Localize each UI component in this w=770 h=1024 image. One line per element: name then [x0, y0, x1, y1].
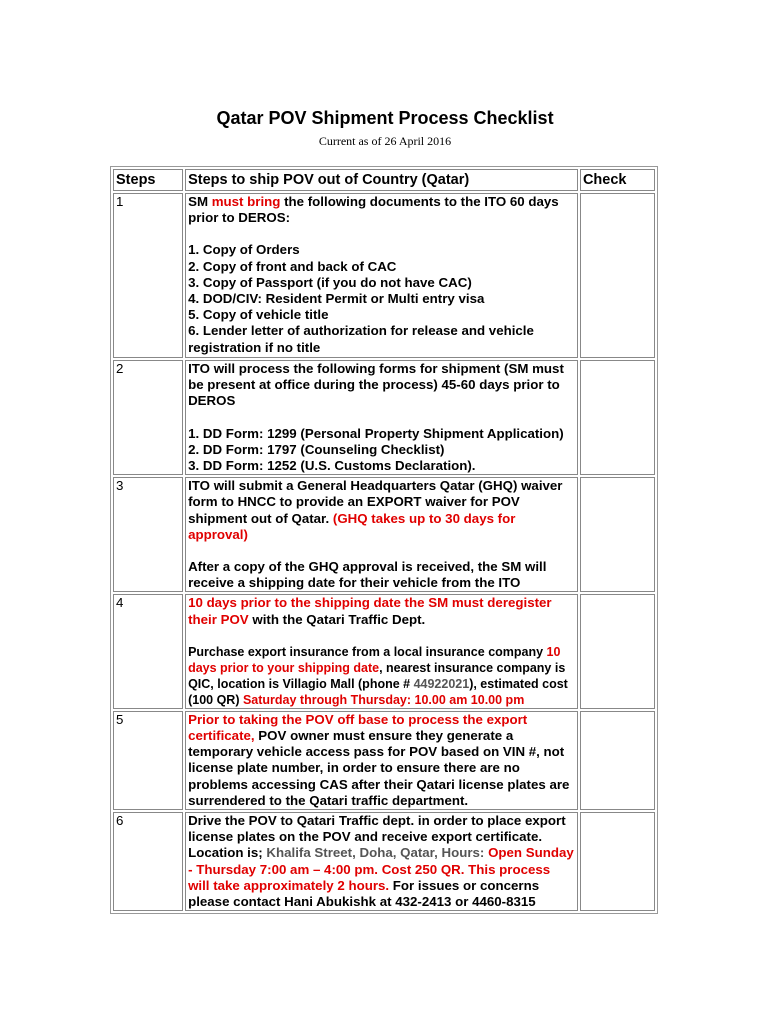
- document-title: Qatar POV Shipment Process Checklist: [216, 108, 554, 128]
- table-row: [113, 711, 655, 810]
- phone-number: 44922021: [413, 676, 470, 691]
- check-cell[interactable]: [580, 477, 655, 592]
- table-row: [113, 594, 655, 708]
- step-description: SM must bring the following documents to the ITO 60 days prior to DEROS: 1. Copy of Orders 2. Copy of front and back of CAC 3. Copy of Passport (if you do not have CAC) 4. DOD/CIV: Resident Permit or Multi entry visa 5. Copy of vehicle title 6. Lender letter of authorization for release and vehicle registration if no title: [185, 193, 578, 358]
- step-number: 2: [113, 360, 183, 475]
- table-row: [113, 812, 655, 911]
- header-check: Check: [580, 169, 655, 191]
- check-cell[interactable]: [580, 594, 655, 708]
- list-item: 2. Copy of front and back of CAC: [188, 258, 397, 274]
- check-cell[interactable]: [580, 812, 655, 911]
- list-item: 1. Copy of Orders: [188, 242, 300, 258]
- step-description: ITO will process the following forms for shipment (SM must be present at office during the process) 45-60 days prior to DEROS 1. DD Form: 1299 (Personal Property Shipment Application) 2. DD Form: 1797 (Counseling Checklist) 3. DD Form: 1252 (U.S. Customs Declaration).: [185, 360, 578, 475]
- list-item: 3. DD Form: 1252 (U.S. Customs Declaration).: [188, 458, 476, 474]
- list-item: 3. Copy of Passport (if you do not have CAC): [188, 274, 472, 290]
- step-number: 1: [113, 193, 183, 358]
- table-row: [113, 360, 655, 475]
- step-description: ITO will submit a General Headquarters Qatar (GHQ) waiver form to HNCC to provide an EXPORT waiver for POV shipment out of Qatar. (GHQ takes up to 30 days for approval) After a copy of the GHQ approval is received, the SM will receive a shipping date for their vehicle from the ITO: [185, 477, 578, 592]
- step-description: 10 days prior to the shipping date the SM must deregister their POV with the Qatari Traffic Dept. Purchase export insurance from a local insurance company 10 days prior to your shipping date, nearest insurance company is QIC, location is Villagio Mall (phone # 44922021), estimated cost (100 QR) Saturday through Thursday: 10.00 am 10.00 pm: [185, 594, 578, 708]
- check-cell[interactable]: [580, 711, 655, 810]
- header-steps: Steps: [113, 169, 183, 191]
- check-cell[interactable]: [580, 360, 655, 475]
- table-header-row: [113, 169, 655, 191]
- step-number: 5: [113, 711, 183, 810]
- table-row: [113, 193, 655, 358]
- list-item: 4. DOD/CIV: Resident Permit or Multi entry visa: [188, 291, 485, 307]
- step-description: Drive the POV to Qatari Traffic dept. in order to place export license plates on the POV and receive export certificate. Location is; Khalifa Street, Doha, Qatar, Hours: Open Sunday - Thursday 7:00 am – 4:00 pm. Cost 250 QR. This process will take approximately 2 hours. For issues or concerns please contact Hani Abukishk at 432-2413 or 4460-8315: [185, 812, 578, 911]
- check-cell[interactable]: [580, 193, 655, 358]
- list-item: 2. DD Form: 1797 (Counseling Checklist): [188, 441, 445, 457]
- header-description: Steps to ship POV out of Country (Qatar): [185, 169, 578, 191]
- step-number: 3: [113, 477, 183, 592]
- step-description: Prior to taking the POV off base to process the export certificate, POV owner must ensure they generate a temporary vehicle access pass for POV based on VIN #, not license plate number, in order to ensure there are no problems accessing CAS after their Qatari license plates are surrendered to the Qatari traffic department.: [185, 711, 578, 810]
- list-item: 6. Lender letter of authorization for release and vehicle registration if no title: [188, 323, 534, 355]
- list-item: 5. Copy of vehicle title: [188, 307, 329, 323]
- checklist-table: [110, 166, 658, 914]
- list-item: 1. DD Form: 1299 (Personal Property Shipment Application): [188, 425, 564, 441]
- document-subtitle: Current as of 26 April 2016: [318, 134, 452, 148]
- step-number: 4: [113, 594, 183, 708]
- table-row: [113, 477, 655, 592]
- step-number: 6: [113, 812, 183, 911]
